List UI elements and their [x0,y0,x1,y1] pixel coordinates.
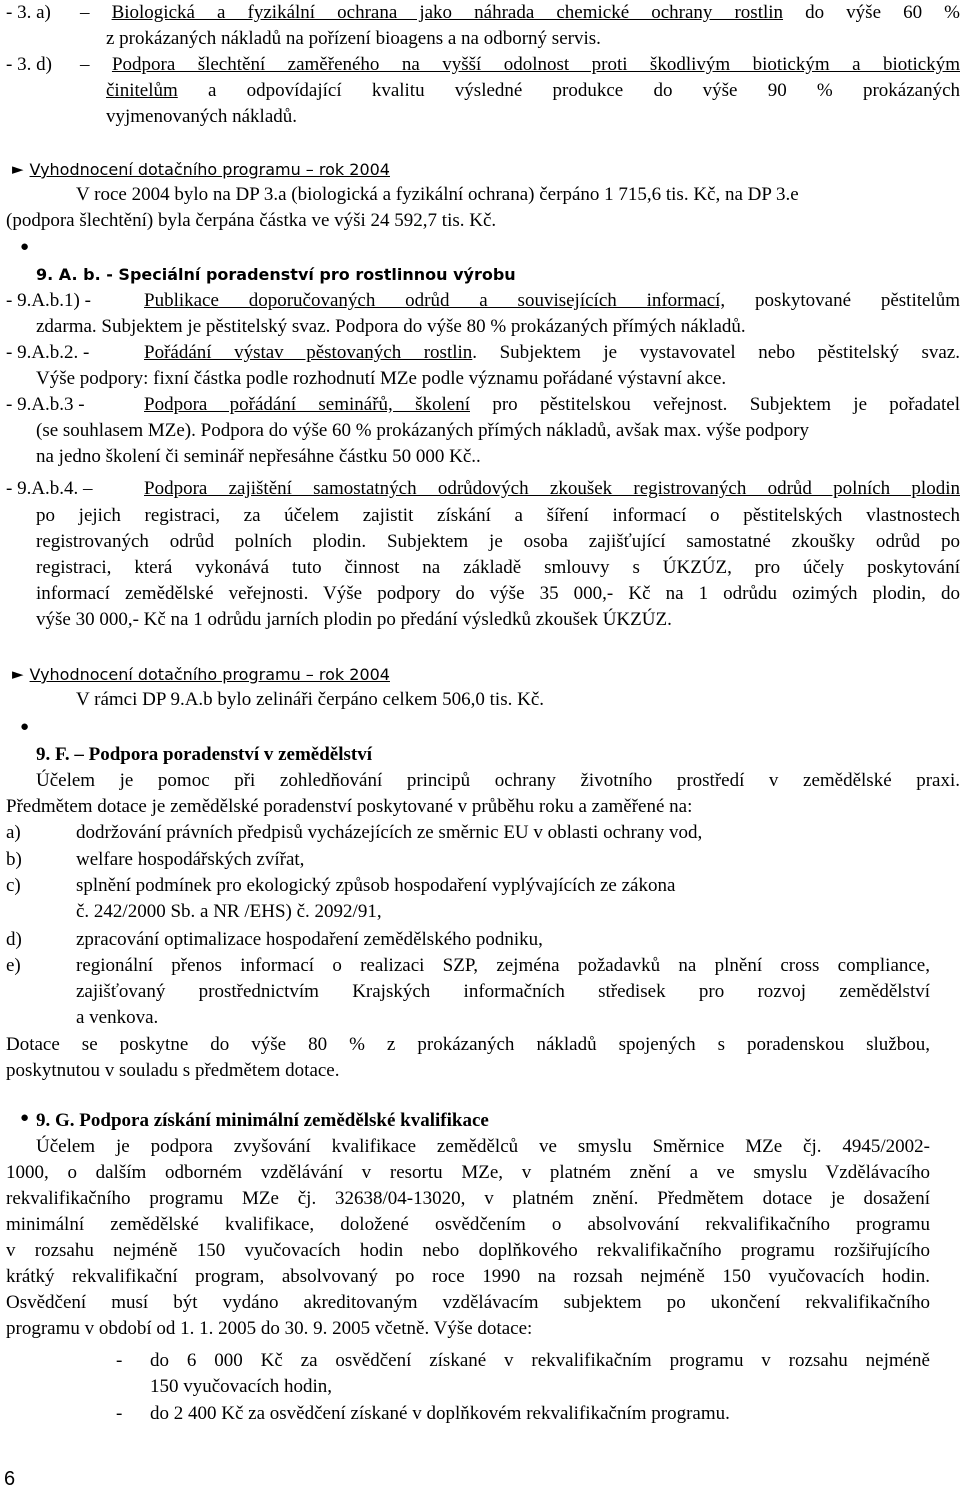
sec3d-line3: vyjmenovaných nákladů. [106,106,298,127]
sec3d-text: a odpovídající kvalitu výsledné produkce do výše 90 % prokázaných [207,80,960,101]
sec9F-outro2: poskytnutou v souladu s předmětem dotace. [6,1060,340,1081]
b3-line1 [144,392,960,418]
sec9F-heading [36,742,372,768]
b1-label: - 9.A.b.1) - [6,290,91,311]
item-c-line2: č. 242/2000 Sb. a NR /EHS) č. 2092/91, [76,901,382,922]
sec9F-intro1: Účelem je pomoc při zohledňování principů ochrany životního prostředí v zemědělské praxi. [36,770,960,791]
item-a-label: a) [6,822,21,843]
b2-label: - 9.A.b.2. - [6,342,90,363]
sec3a-title: Biologická a fyzikální ochrana jako náhrada chemické ochrany rostlin [111,2,784,23]
sec3a-amount: do výše 60 % [805,2,960,23]
eval1-heading [12,156,390,183]
bullet-icon: ● [20,239,30,255]
b3-text: pro pěstitelskou veřejnost. Subjektem je pořadatel [492,394,960,415]
sec3d-title: Podpora šlechtění zaměřeného na vyšší odolnost proti škodlivým biotickým a biotickým [111,54,960,75]
arrow-icon: ► [12,160,24,178]
page-number: 6 [4,1468,16,1490]
bullet-icon: ● [20,1110,30,1126]
sec9G-line1: Účelem je podpora zvyšování kvalifikace zemědělců ve smyslu Směrnice MZe čj. 4945/2002- [36,1136,930,1157]
dash-marker: - [116,1403,123,1424]
b3-line2: (se souhlasem MZe). Podpora do výše 60 % prokázaných přímých nákladů, avšak max. výše podpory [36,420,810,441]
item-e-line2: zajišťovaný prostřednictvím Krajských informačních středisek pro rozvoj zemědělství [76,981,930,1002]
sec9G-line8: programu v období od 1. 1. 2005 do 30. 9. 2005 včetně. Výše dotace: [6,1318,533,1339]
b1-text: poskytované pěstitelům [754,290,960,311]
sec9G-dash1-line2: 150 vyučovacích hodin, [150,1376,333,1397]
b4-label: - 9.A.b.4. – [6,478,93,499]
item-c-line1: splnění podmínek pro ekologický způsob hospodaření vyplývajících ze zákona [76,875,676,896]
item-e-label: e) [6,955,21,976]
sec3d-line2 [106,78,960,104]
sec9F-intro2: Předmětem dotace je zemědělské poradenství poskytované v průběhu roku a zaměřené na: [6,796,693,817]
sec9Ab-heading: 9. A. b. - Speciální poradenství pro rostlinnou výrobu [36,265,516,284]
sec3a-line1 [80,0,960,26]
b4-line6: výše 30 000,- Kč na 1 odrůdu jarních plodin po předání výsledků zkoušek ÚKZÚZ. [36,609,672,630]
sec9G-heading: 9. G. Podpora získání minimální zemědělské kvalifikace [36,1110,489,1131]
item-e-line1: regionální přenos informací o realizaci SZP, zejména požadavků na plnění cross compliance, [76,955,930,976]
b4-line5: informací zemědělské veřejnosti. Výše podpory do výše 35 000,- Kč na 1 odrůdu ozimých plodin, do [36,583,960,604]
eval2-heading [12,661,390,688]
eval1-heading-text: Vyhodnocení dotačního programu – rok 2004 [29,160,390,179]
b3-title: Podpora pořádání seminářů, školení [144,394,470,415]
bullet-icon: ● [20,719,30,735]
eval2-line1: V rámci DP 9.A.b bylo zelináři čerpáno celkem 506,0 tis. Kč. [76,689,545,710]
sec3a-label: - 3. a) [6,2,51,23]
b2-line1 [144,340,960,366]
b1-line1 [144,288,960,314]
dash: – [80,54,90,75]
sec9G-line3: rekvalifikačního programu MZe čj. 32638/04-13020, v platném znění. Předmětem dotace je dosažení [6,1188,930,1209]
sec3d-title-cont: činitelům [106,80,178,101]
sec9G-dash1-line1: do 6 000 Kč za osvědčení získané v rekvalifikačním programu v rozsahu nejméně [150,1350,930,1371]
b4-line4: registraci, která vykonává tuto činnost na základě smlouvy s ÚKZÚZ, pro účely poskytování [36,557,960,578]
item-c-label: c) [6,875,21,896]
b4-line2: po jejich registraci, za účelem zajistit získání a šíření informací o pěstitelských vlastnostech [36,505,960,526]
dash: – [80,2,90,23]
b1-title: Publikace doporučovaných odrůd a souvisejících informací, [144,290,726,311]
sec9G-line2: 1000, o dalším odborném vzdělávání v resortu MZe, v platném znění a ve smyslu Vzdělávacího [6,1162,930,1183]
item-b-line1: welfare hospodářských zvířat, [76,849,305,870]
item-b-label: b) [6,849,22,870]
eval1-line2: (podpora šlechtění) byla čerpána částka ve výši 24 592,7 tis. Kč. [6,210,497,231]
b1-line2: zdarma. Subjektem je pěstitelský svaz. Podpora do výše 80 % prokázaných přímých nákladů. [36,316,746,337]
sec9F-outro1: Dotace se poskytne do výše 80 % z prokázaných nákladů spojených s poradenskou službou, [6,1034,930,1055]
sec9G-line6: krátký rekvalifikační program, absolvovaný po roce 1990 na rozsah nejméně 150 vyučovacích hodin. [6,1266,930,1287]
b2-line2: Výše podpory: fixní částka podle rozhodnutí MZe podle významu pořádané výstavní akce. [36,368,727,389]
sec3d-label: - 3. d) [6,54,52,75]
sec9F-number: 9. F. – [36,744,84,765]
sec9G-line4: minimální zemědělské kvalifikace, doložené osvědčením o absolvování rekvalifikačního programu [6,1214,930,1235]
b3-line3: na jedno školení či seminář nepřesáhne částku 50 000 Kč.. [36,446,481,467]
dash-marker: - [116,1350,123,1371]
sec9G-line5: v rozsahu nejméně 150 vyučovacích hodin nebo doplňkového rekvalifikačního programu rozšiřujícího [6,1240,930,1261]
sec3a-line2: z prokázaných nákladů na pořízení bioagens a na odborný servis. [106,28,601,49]
b4-line1 [144,476,960,502]
b3-label: - 9.A.b.3 - [6,394,85,415]
eval2-heading-text: Vyhodnocení dotačního programu – rok 2004 [29,665,390,684]
b4-title: Podpora zajištění samostatných odrůdových zkoušek registrovaných odrůd polních plodin [144,478,960,499]
sec9F-title: Podpora poradenství v zemědělství [88,744,373,765]
sec9G-line7: Osvědčení musí být vydáno akreditovaným vzdělávacím subjektem po ukončení rekvalifikačního [6,1292,930,1313]
b4-line3: registrovaných odrůd polních plodin. Subjektem je osoba zajišťující samostatné zkoušky odrůd po [36,531,960,552]
eval1-line1: V roce 2004 bylo na DP 3.a (biologická a fyzikální ochrana) čerpáno 1 715,6 tis. Kč, na DP 3.e [76,184,799,205]
arrow-icon: ► [12,665,24,683]
sec3d-line1 [80,52,960,78]
sec9G-dash2-line1: do 2 400 Kč za osvědčení získané v doplňkovém rekvalifikačním programu. [150,1403,730,1424]
item-e-line3: a venkova. [76,1007,159,1028]
item-d-line1: zpracování optimalizace hospodaření zemědělského podniku, [76,929,543,950]
b2-text: . Subjektem je vystavovatel nebo pěstitelský svaz. [472,342,960,363]
item-d-label: d) [6,929,22,950]
item-a-line1: dodržování právních předpisů vycházejících ze směrnic EU v oblasti ochrany vod, [76,822,703,843]
b2-title: Pořádání výstav pěstovaných rostlin [144,342,473,363]
